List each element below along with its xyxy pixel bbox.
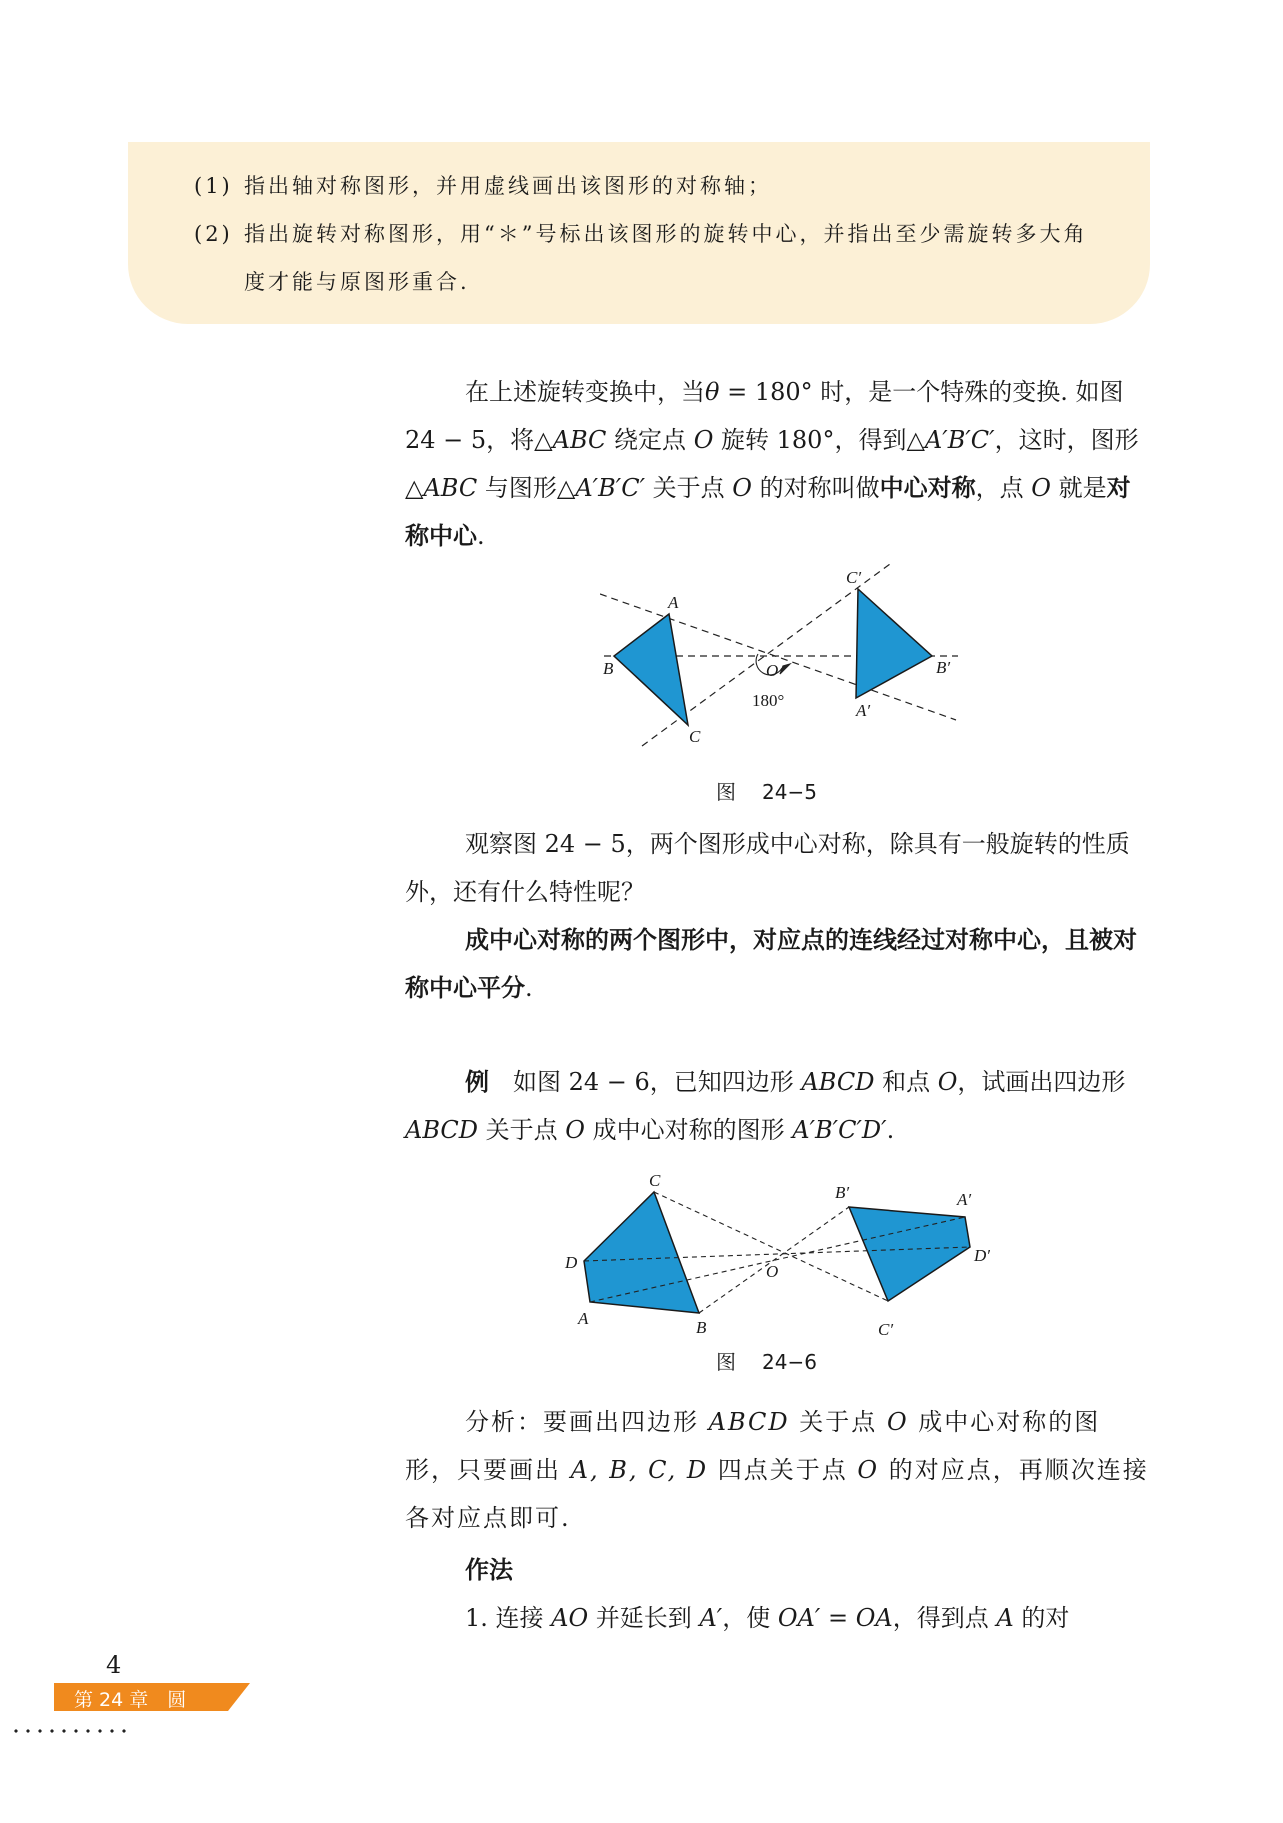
- figure-24-6-diagram: [560, 1170, 990, 1340]
- figure-24-5-diagram: [600, 556, 970, 756]
- label-D: D: [565, 1253, 578, 1272]
- label-B-prime: B′: [936, 658, 951, 677]
- label-C: C: [689, 727, 701, 746]
- quadrilateral-abcd: [584, 1192, 699, 1313]
- paragraph-observe: 观察图 24 − 5，两个图形成中心对称，除具有一般旋转的性质外，还有什么特性呢？: [405, 830, 1130, 906]
- label-A-prime: A′: [856, 701, 871, 720]
- label-C-prime: C′: [846, 568, 862, 587]
- figure-24-6-caption: 图 24−6: [716, 1350, 817, 1374]
- item-text: 度才能与原图形重合.: [244, 270, 470, 294]
- term-central-symmetry: 中心对称: [879, 474, 976, 502]
- exercise-box: [128, 142, 1150, 324]
- label-O: O: [766, 661, 779, 680]
- figure-24-6: [560, 1170, 990, 1344]
- label-A: A: [668, 593, 679, 612]
- item-number: (2): [194, 222, 233, 246]
- chapter-tab: [54, 1683, 250, 1711]
- example-label: 例: [465, 1068, 489, 1096]
- item-text: 指出旋转对称图形，用“＊”号标出该图形的旋转中心，并指出至少需旋转多大角: [244, 222, 1088, 246]
- item-number: (1): [194, 174, 233, 198]
- label-B: B: [696, 1318, 707, 1337]
- rotation-arrow-head: [780, 664, 790, 674]
- footer-dots: [10, 1729, 130, 1733]
- quadrilateral-a2b2c2d2: [849, 1207, 970, 1301]
- label-B: B: [603, 659, 614, 678]
- label-A: A: [578, 1309, 589, 1328]
- label-C: C: [649, 1171, 661, 1190]
- exercise-item-2: [194, 218, 1087, 248]
- chapter-label: 第 24 章 圆: [74, 1689, 187, 1711]
- figure-24-5: [600, 556, 970, 760]
- line-c-c2: [642, 564, 890, 746]
- item-text: 指出轴对称图形，并用虚线画出该图形的对称轴；: [244, 174, 772, 198]
- paragraph-property: 成中心对称的两个图形中，对应点的连线经过对称中心，且被对称中心平分.: [405, 926, 1137, 1002]
- label-B-prime: B′: [835, 1183, 850, 1202]
- method-heading: 作法: [465, 1556, 513, 1584]
- page-number: 4: [106, 1651, 122, 1679]
- analysis-paragraph: 分析：要画出四边形 ABCD 关于点 O 成中心对称的图形，只要画出 A, B, C, D 四点关于点 O 的对应点，再顺次连接各对应点即可.: [405, 1408, 1149, 1532]
- example-statement: 例 如图 24 − 6，已知四边形 ABCD 和点 O，试画出四边形 ABCD 关于点 O 成中心对称的图形 A′B′C′D′.: [405, 1068, 1126, 1144]
- label-C-prime: C′: [878, 1320, 894, 1339]
- term-symmetry-center: 对称中心: [405, 474, 1131, 550]
- label-A-prime: A′: [957, 1190, 972, 1209]
- label-180-degrees: 180°: [752, 691, 785, 710]
- step-1: 1. 连接 AO 并延长到 A′，使 OA′ = OA，得到点 A 的对: [465, 1604, 1070, 1632]
- exercise-item-2-continued: [244, 266, 470, 296]
- label-D-prime: D′: [974, 1246, 990, 1265]
- figure-24-5-caption: 图 24−5: [716, 780, 817, 804]
- label-O: O: [766, 1262, 779, 1281]
- exercise-item-1: [194, 170, 772, 200]
- paragraph-central-symmetry: 在上述旋转变换中，当θ = 180° 时，是一个特殊的变换. 如图 24 − 5，将△ABC 绕定点 O 旋转 180°，得到△A′B′C′，这时，图形△ABC 与图形△A′B′C′ 关于点 O 的对称叫做中心对称，点 O 就是对称中心.: [405, 378, 1139, 550]
- triangle-abc: [614, 614, 688, 725]
- triangle-a2b2c2: [856, 589, 932, 698]
